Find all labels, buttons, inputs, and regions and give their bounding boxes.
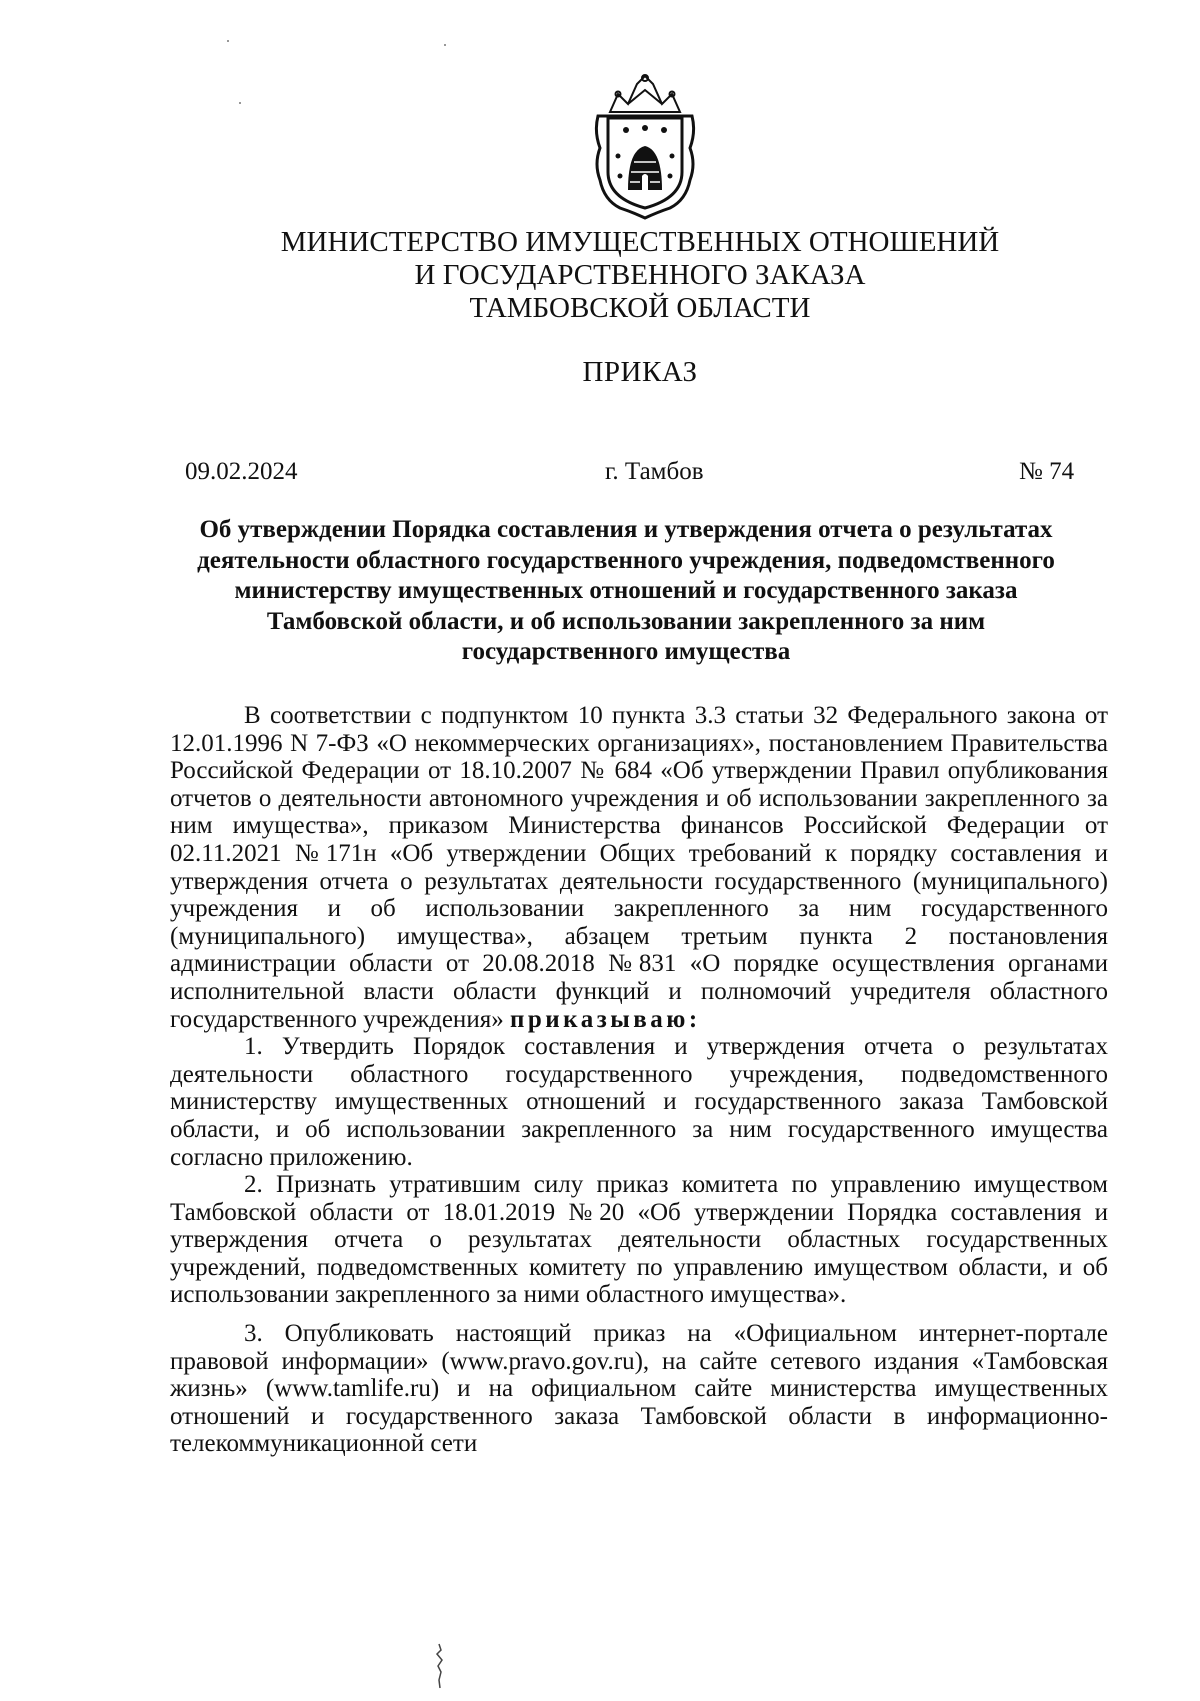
order-item-2: 2. Признать утратившим силу приказ комитета по управлению имуществом Тамбовской области от 18.01.2019 №20 «Об утверждении Порядка составления и утверждения отчета о результатах деятельности областных государственных учреждений, подведомственных комитету по управлению имуществом области, и об использовании закрепленного за ними областного имущества».	[170, 1171, 1108, 1309]
coat-of-arms-icon	[590, 72, 700, 222]
preamble-text: В соответствии с подпунктом 10 пункта 3.3 статьи 32 Федерального закона от 12.01.1996 N 7-ФЗ «О некоммерческих организациях», постановлением Правительства Российской Федерации от 18.10.2007 № 684 «Об утверждении Правил опубликования отчетов о деятельности автономного учреждения и об использовании закрепленного за ним имущества», приказом Министерства финансов Российской Федерации от 02.11.2021 №171н «Об утверждении Общих требований к порядку составления и утверждения отчета о результатах деятельности государственного (муниципального) учреждения и об использовании закрепленного за ним государственного (муниципального) имущества», абзацем третьим пункта 2 постановления администрации области от 20.08.2018 №831 «О порядке осуществления органами исполнительной власти области функций и полномочий учредителя областного государственного учреждения»	[170, 702, 1108, 1033]
ministry-header-line-1: МИНИСТЕРСТВО ИМУЩЕСТВЕННЫХ ОТНОШЕНИЙ	[280, 226, 1000, 258]
document-city: г. Тамбов	[605, 458, 704, 485]
ministry-header-line-2: И ГОСУДАРСТВЕННОГО ЗАКАЗА	[414, 259, 866, 291]
order-item-1: 1. Утвердить Порядок составления и утверждения отчета о результатах деятельности областного государственного учреждения, подведомственного министерству имущественных отношений и государственного заказа Тамбовской области, и об использовании закрепленного за ним государственного имущества согласно приложению.	[170, 1033, 1108, 1171]
ministry-header	[0, 226, 1200, 325]
scan-speck	[444, 44, 446, 46]
order-item-3: 3. Опубликовать настоящий приказ на «Официальном интернет-портале правовой информации» (www.pravo.gov.ru), на сайте сетевого издания «Тамбовская жизнь» (www.tamlife.ru) и на официальном сайте министерства имущественных отношений и государственного заказа Тамбовской области в информационно-телекоммуникационной сети	[170, 1320, 1108, 1458]
order-subject: Об утверждении Порядка составления и утверждения отчета о результатах деятельности областного государственного учреждения, подведомственного министерству имущественных отношений и государственного заказа Тамбовской области, и об использовании закрепленного за ним государственного имущества	[197, 516, 1055, 665]
preamble-paragraph	[170, 702, 1108, 1033]
document-date: 09.02.2024	[185, 458, 298, 485]
order-body	[170, 702, 1108, 1458]
scan-artifact-icon	[432, 1642, 446, 1692]
ministry-header-line-3: ТАМБОВСКОЙ ОБЛАСТИ	[469, 292, 811, 324]
order-word: приказываю:	[509, 1005, 701, 1033]
scan-speck	[239, 102, 241, 104]
document-number: № 74	[1019, 458, 1075, 485]
document-type-title: ПРИКАЗ	[582, 356, 698, 388]
scan-speck	[227, 40, 229, 42]
